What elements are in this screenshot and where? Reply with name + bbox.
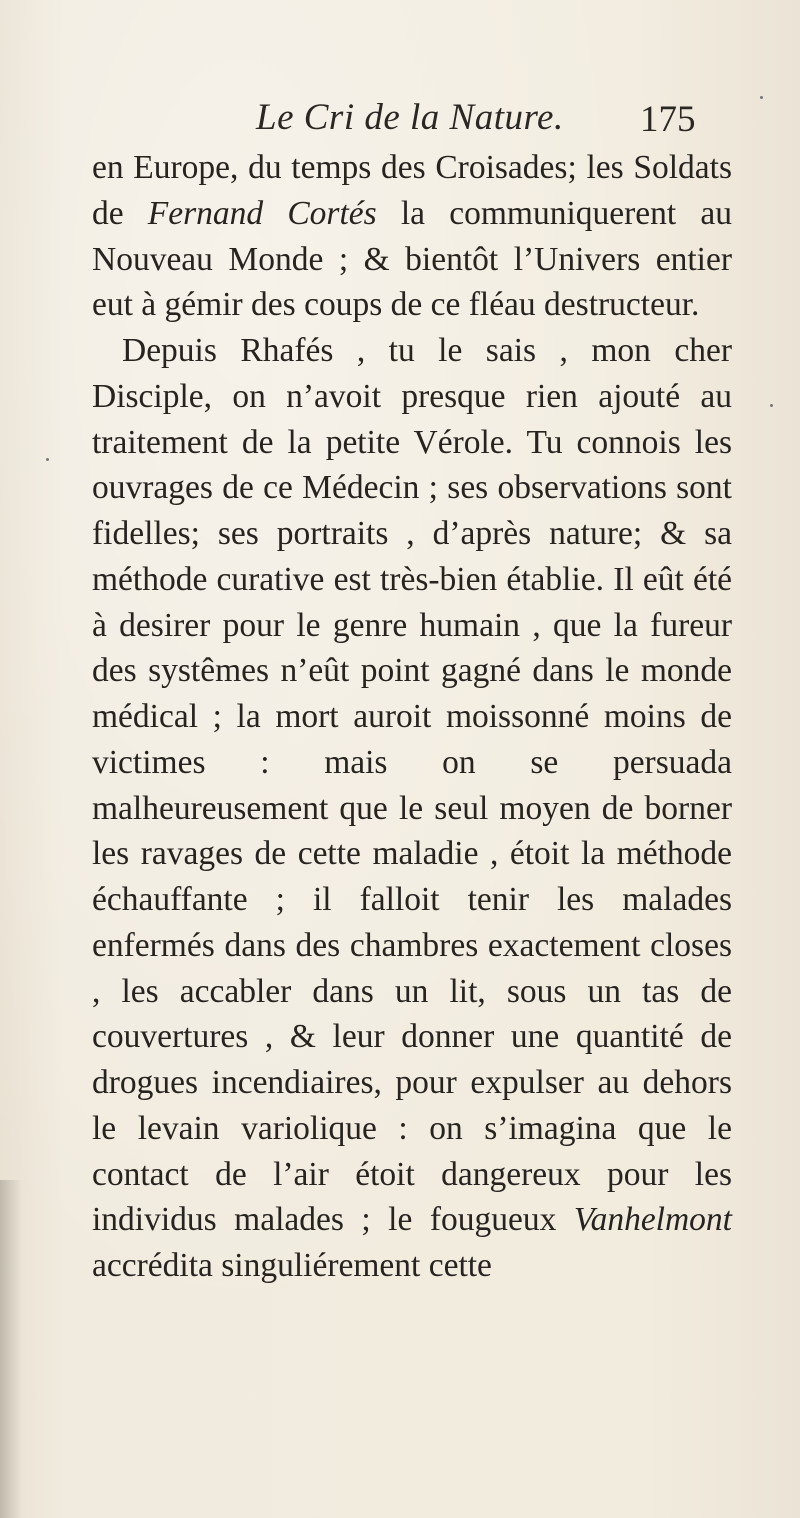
paragraph-2-italic-name: Vanhelmont	[573, 1201, 732, 1239]
paragraph-2-text-b: accrédita singuliérement cette	[92, 1247, 492, 1284]
paragraph-1-italic-name: Fernand Cortés	[147, 194, 377, 232]
paragraph-1-text-a: en Europe, du temps des Croisades; les Soldats de	[92, 149, 732, 232]
body-text	[92, 145, 732, 1289]
paragraph-1	[92, 145, 732, 328]
running-title: Le Cri de la Nature.	[256, 97, 564, 138]
binding-shadow	[0, 1180, 22, 1518]
page-number: 175	[640, 99, 696, 140]
paragraph-1-text-b: la communiquerent au Nouveau Monde ; & bientôt l’Univers entier eut à gémir des coups de ce fléau destructeur.	[92, 194, 732, 324]
paper-speck	[46, 458, 49, 461]
paragraph-2	[92, 328, 732, 1289]
page-header	[0, 96, 800, 144]
paragraph-2-text-a: Depuis Rhafés , tu le sais , mon cher Disciple, on n’avoit presque rien ajouté au traitement de la petite Vérole. Tu connois les ouvrages de ce Médecin ; ses observations sont fidelles; ses portraits , d’après nature; & sa méthode curative est très-bien établie. Il eût été à desirer pour le genre humain , que la fureur des systêmes n’eût point gagné dans le monde médical ; la mort auroit moissonné moins de victimes : mais on se persuada malheureusement que le seul moyen de borner les ravages de cette maladie , étoit la méthode échauffante ; il falloit tenir les malades enfermés dans des chambres exactement closes , les accabler dans un lit, sous un tas de couvertures , & leur donner une quantité de drogues incendiaires, pour expulser au dehors le levain variolique : on s’imagina que le contact de l’air étoit dangereux pour les individus malades ; le fougueux	[92, 332, 732, 1239]
paper-speck	[760, 96, 763, 99]
paper-speck	[770, 404, 773, 407]
